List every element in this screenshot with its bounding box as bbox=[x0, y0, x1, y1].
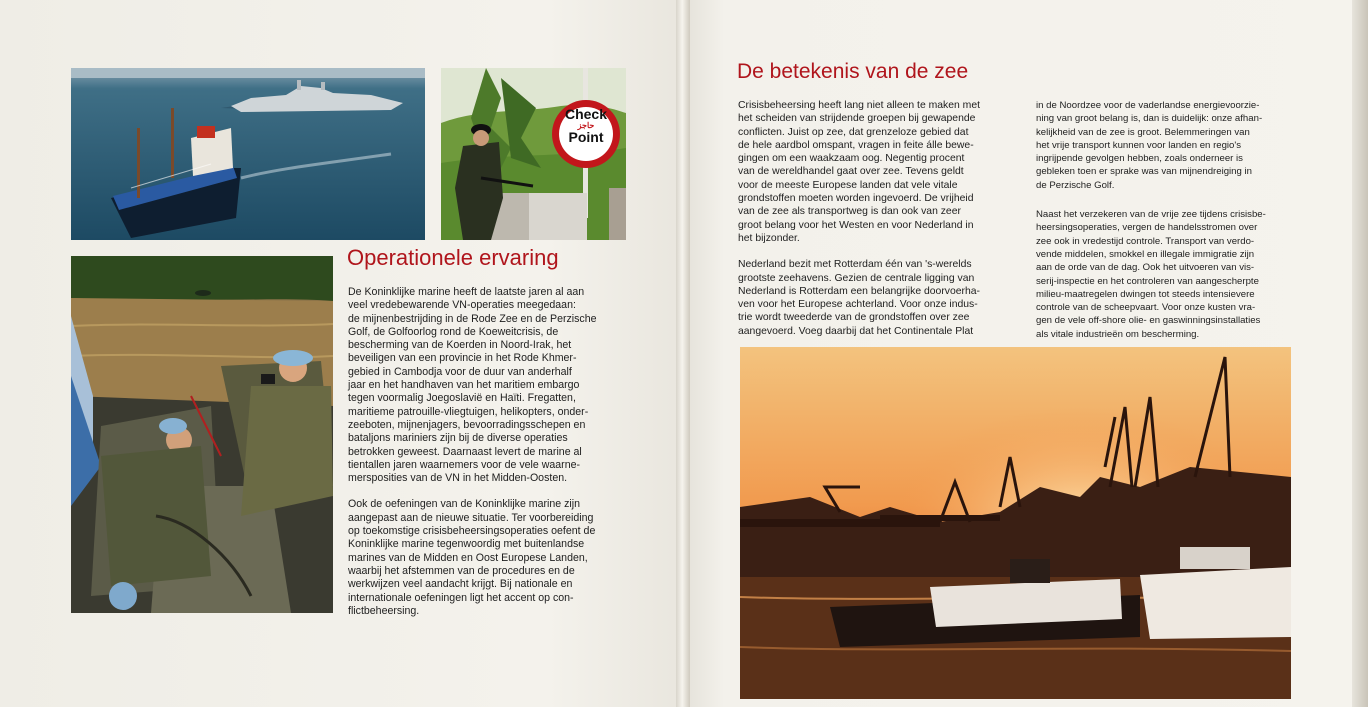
text-line: aan de orde van de dag. Ook het uitvoeren van vis- bbox=[1036, 262, 1255, 274]
right-col1-paragraph-2 bbox=[738, 258, 1023, 338]
text-line: het bijzonder. bbox=[738, 232, 800, 244]
ships-photo bbox=[71, 68, 425, 240]
checkpoint-sign-text bbox=[555, 107, 617, 144]
left-paragraph-1 bbox=[348, 286, 628, 485]
text-line: het scheiden van strijdende groepen bij gewapende bbox=[738, 113, 976, 125]
sign-line-arabic: حاجز bbox=[577, 121, 595, 130]
text-line: flictbeheersing. bbox=[348, 604, 420, 617]
text-line: marines van de Midden en Oost Europese Landen, bbox=[348, 551, 588, 564]
text-line: Nederland bezit met Rotterdam één van 's-werelds bbox=[738, 259, 972, 271]
sign-line-check: Check bbox=[564, 106, 608, 122]
text-line: milieu-maatregelen dwingen tot steeds intensievere bbox=[1036, 288, 1255, 300]
text-line: waarbij het afstemmen van de procedures en de bbox=[348, 564, 575, 577]
text-line: internationale oefeningen ligt het accent op con- bbox=[348, 591, 574, 604]
text-line: Ook de oefeningen van de Koninklijke marine zijn bbox=[348, 498, 581, 511]
text-line: het vrije transport kunnen voor landen en regio's bbox=[1036, 139, 1242, 151]
text-line: conflicten. Juist op zee, dat grenzeloze gebied dat bbox=[738, 126, 969, 138]
text-line: grootste zeehavens. Gezien de centrale ligging van bbox=[738, 272, 975, 284]
text-line: aangepast aan de nieuwe situatie. Ter voorbereiding bbox=[348, 511, 594, 524]
text-line: trie wordt tweederde van de grondstoffen over zee bbox=[738, 312, 970, 324]
checkpoint-photo bbox=[441, 68, 626, 240]
text-line: heersingsoperaties, vergen de handelsstromen over bbox=[1036, 222, 1258, 234]
text-line: gebleken toen er sprake was van mijnendreiging in bbox=[1036, 166, 1252, 178]
text-line: De Koninklijke marine heeft de laatste jaren al aan bbox=[348, 286, 585, 298]
text-line: bescherming van de Koerden in Noord-Irak, het bbox=[348, 339, 572, 352]
right-heading: De betekenis van de zee bbox=[737, 60, 969, 83]
page-edge bbox=[1352, 0, 1368, 707]
text-line: kelijkheid van de zee is groot. Belemmeringen van bbox=[1036, 126, 1250, 138]
text-line: mersposities van de VN in het Midden-Oosten. bbox=[348, 472, 568, 485]
right-column-2 bbox=[1036, 99, 1296, 354]
text-line: maritieme patrouille-vliegtuigen, helikopters, onder- bbox=[348, 405, 589, 418]
text-line: zeeboten, mijnenjagers, bevoorradingsschepen en bbox=[348, 418, 586, 431]
sign-line-point: Point bbox=[568, 129, 604, 145]
text-line: grondstoffen moeten worden ingevoerd. De vrijheid bbox=[738, 193, 974, 205]
text-line: ning van groot belang is, dan is duidelijk: onze afhan- bbox=[1036, 113, 1263, 125]
text-line: gebied in Cambodja voor de duur van anderhalf bbox=[348, 365, 572, 378]
text-line: van de zee als transportweg is dan ook van zeer bbox=[738, 206, 961, 218]
right-column-1 bbox=[738, 99, 1023, 351]
right-col1-paragraph-1 bbox=[738, 99, 1023, 245]
text-line: van de wereldhandel gaat over zee. Tevens geldt bbox=[738, 166, 964, 178]
text-line: Nederland is Rotterdam een belangrijke doorvoerha- bbox=[738, 285, 981, 297]
text-line: Crisisbeheersing heeft lang niet alleen te maken met bbox=[738, 100, 981, 111]
right-col2-paragraph-2 bbox=[1036, 208, 1296, 341]
text-line: ven voor het Europese achterland. Voor onze indus- bbox=[738, 299, 978, 311]
harbor-sunset-photo bbox=[740, 347, 1291, 699]
left-paragraph-2 bbox=[348, 498, 628, 618]
text-line: als vitale industrieën om bescherming. bbox=[1036, 328, 1200, 340]
text-line: tientallen jaren waarnemers voor de vele waarne- bbox=[348, 458, 581, 471]
left-body-text bbox=[348, 286, 628, 631]
text-line: bataljons mariniers zijn bij de diverse operaties bbox=[348, 432, 568, 445]
text-line: zee ook in vredestijd controle. Transport van verdo- bbox=[1036, 235, 1255, 247]
text-line: de hele aardbol omspant, vragen in feite álle bewe- bbox=[738, 139, 974, 151]
text-line: aangevoerd. Voeg daarbij dat het Continentale Plat bbox=[738, 325, 974, 337]
text-line: in de Noordzee voor de vaderlandse energievoorzie- bbox=[1036, 100, 1260, 111]
book-spine bbox=[676, 0, 690, 707]
text-line: ingrijpende gevolgen hebben, zoals onderneer is bbox=[1036, 153, 1243, 165]
text-line: de mijnenbestrijding in de Rode Zee en de Perzische bbox=[348, 312, 597, 325]
text-line: Naast het verzekeren van de vrije zee tijdens crisisbe- bbox=[1036, 209, 1266, 221]
text-line: beveiligen van een provincie in het Rode Khmer- bbox=[348, 352, 577, 365]
text-line: Koninklijke marine tegenwoordig met buitenlandse bbox=[348, 538, 585, 551]
text-line: Golf, de Golfoorlog rond de Koeweitcrisis, de bbox=[348, 325, 559, 338]
text-line: jaar en het handhaven van het maritiem embargo bbox=[348, 379, 580, 392]
text-line: op toekomstige crisisbeheersingsoperaties oefent de bbox=[348, 525, 596, 538]
text-line: werkwijzen veel aandacht krijgt. Bij nationale en bbox=[348, 578, 573, 591]
text-line: voor de meeste Europese landen dat vele vitale bbox=[738, 179, 958, 191]
text-line: gingen om een waakzaam oog. Negentig procent bbox=[738, 153, 965, 165]
text-line: groot belang voor het Westen en voor Nederland in bbox=[738, 219, 974, 231]
text-line: gen de vele off-shore olie- en gaswinningsinstallaties bbox=[1036, 315, 1261, 327]
text-line: tegen voormalig Joegoslavië en Haïti. Fregatten, bbox=[348, 392, 576, 405]
text-line: veel vredebewarende VN-operaties meegedaan: bbox=[348, 299, 576, 312]
text-line: vende middelen, smokkel en illegale immigratie zijn bbox=[1036, 248, 1255, 260]
left-heading: Operationele ervaring bbox=[347, 245, 559, 270]
text-line: serij-inspectie en het controleren van aangescherpte bbox=[1036, 275, 1259, 287]
boat-patrol-photo bbox=[71, 256, 333, 613]
text-line: betrokken geweest. Daarnaast levert de marine al bbox=[348, 445, 582, 458]
text-line: controle van de scheepvaart. Voor onze kusten vra- bbox=[1036, 302, 1256, 314]
right-col2-paragraph-1 bbox=[1036, 99, 1296, 192]
text-line: de Perzische Golf. bbox=[1036, 179, 1115, 191]
